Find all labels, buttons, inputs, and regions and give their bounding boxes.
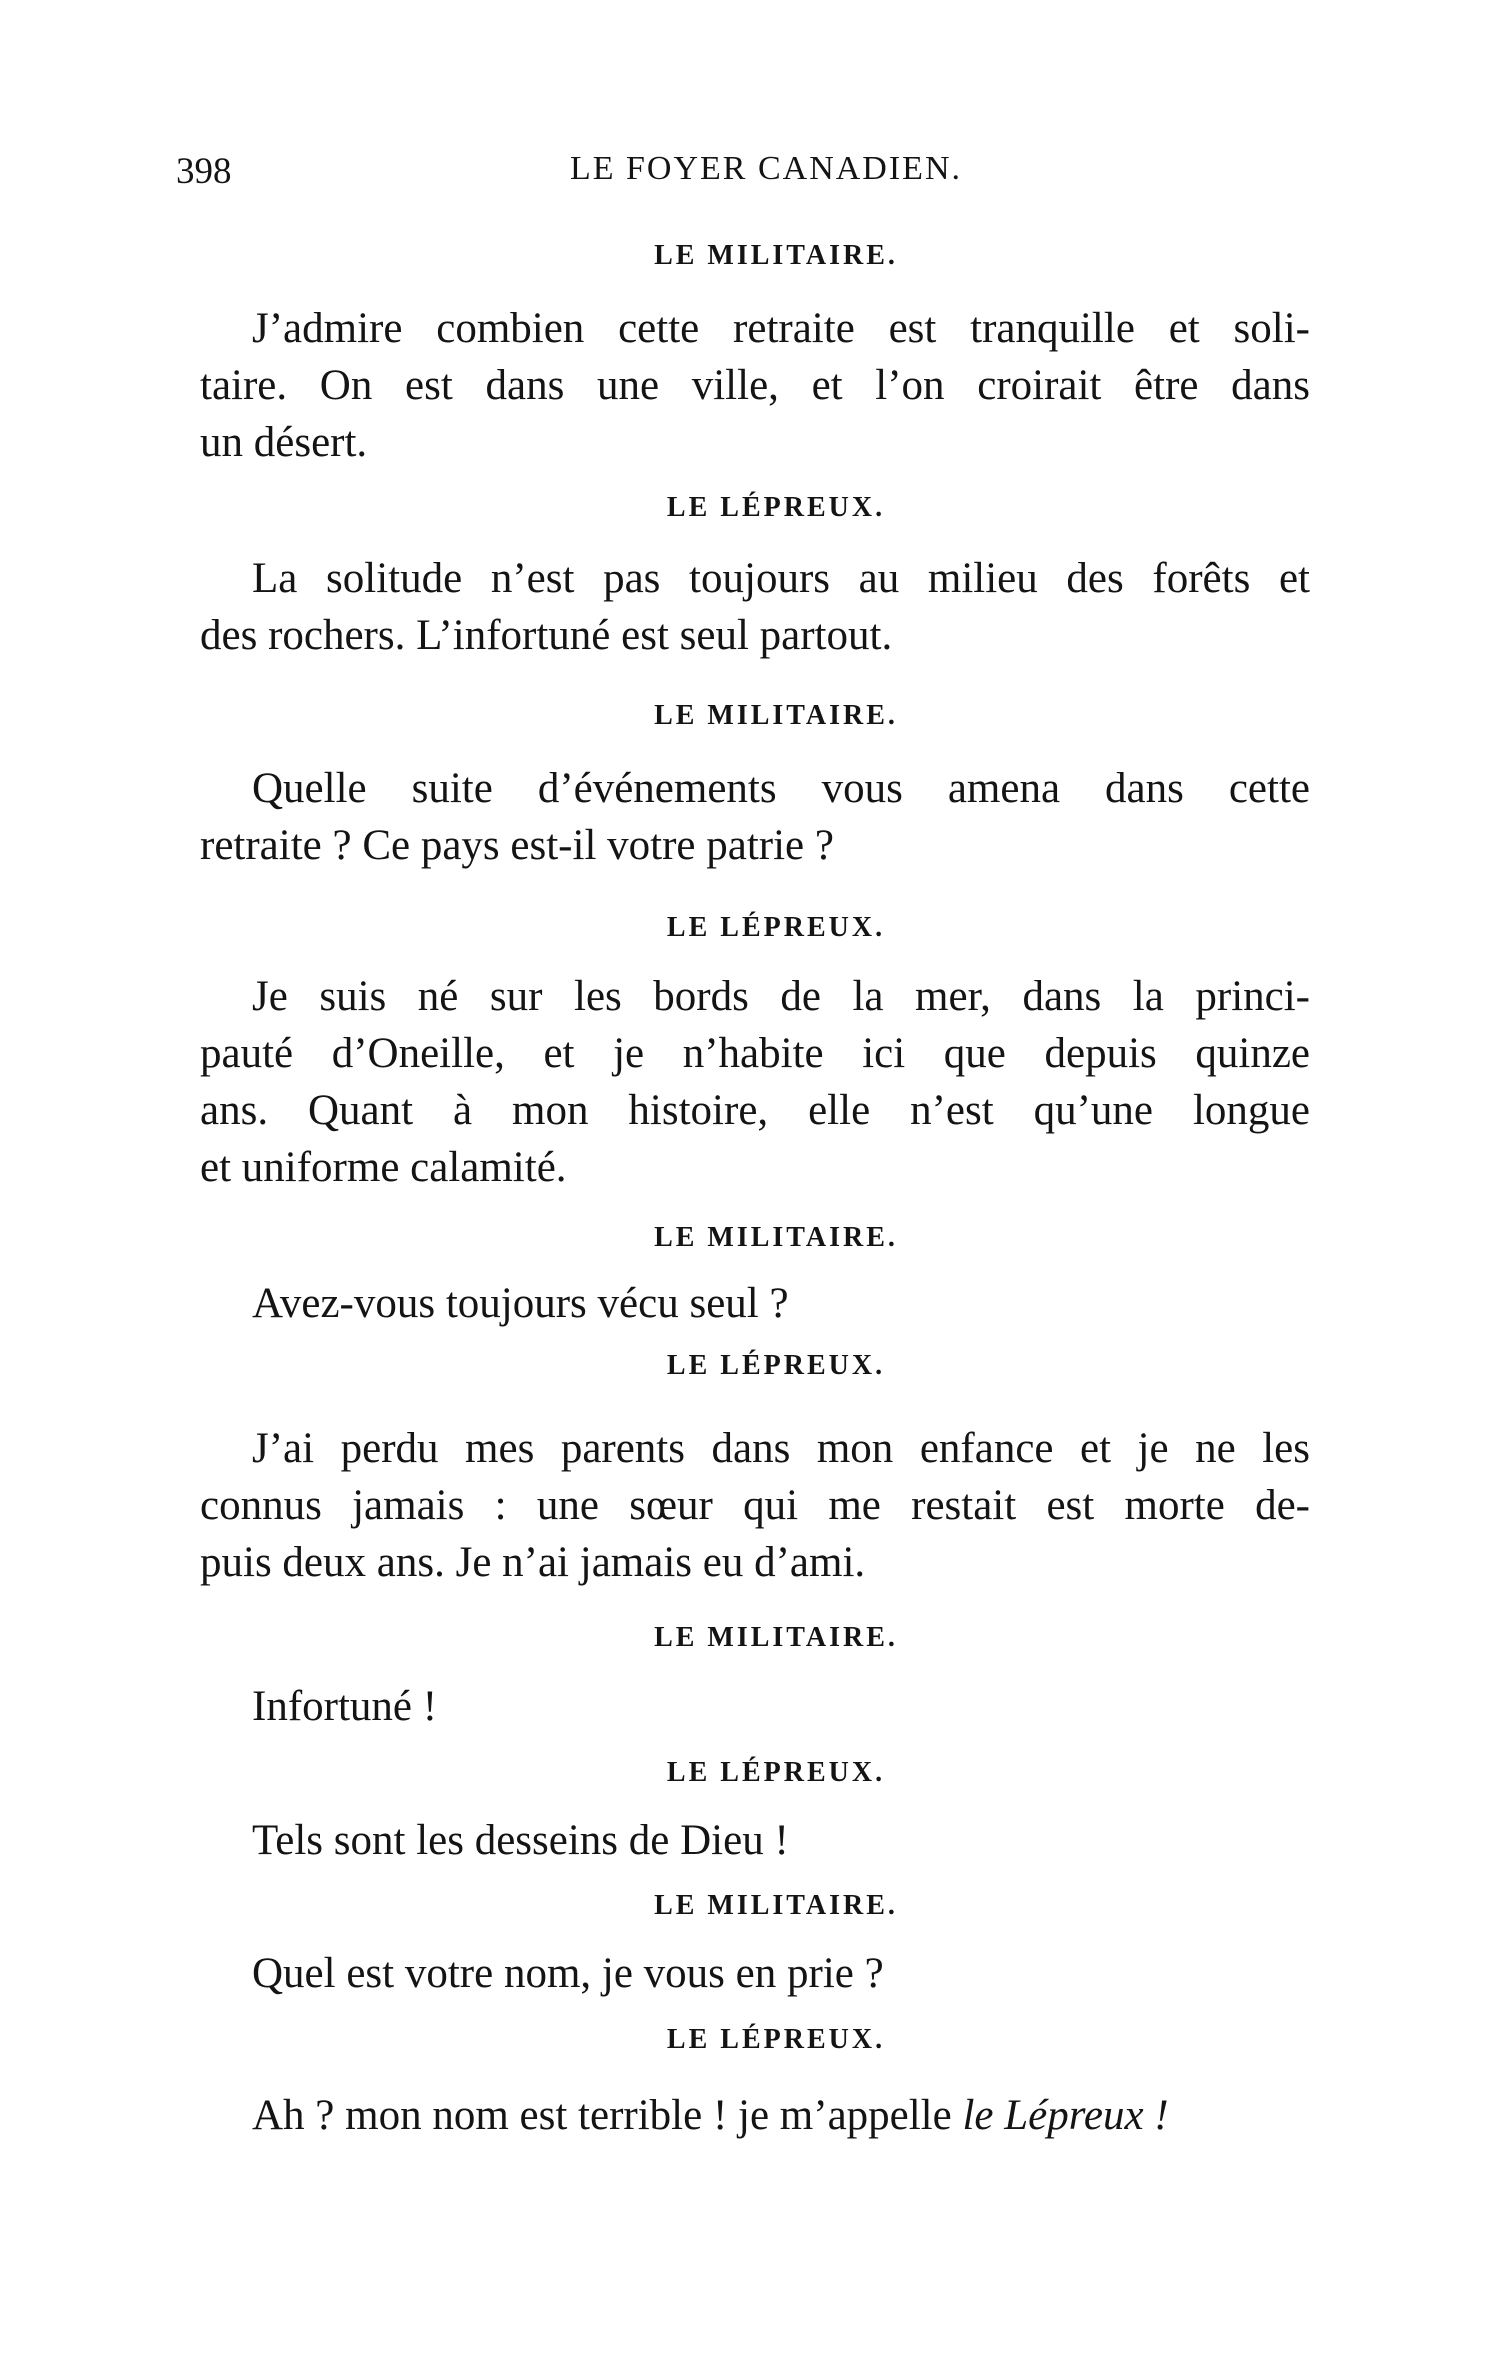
text-line: pauté d’Oneille, et je n’habite ici que depuis quinze bbox=[200, 1030, 1310, 1077]
text-line: ans. Quant à mon histoire, elle n’est qu’une longue bbox=[200, 1087, 1310, 1134]
text-line: puis deux ans. Je n’ai jamais eu d’ami. bbox=[200, 1539, 866, 1586]
text-line: Tels sont les desseins de Dieu ! bbox=[252, 1817, 789, 1864]
page-header bbox=[0, 150, 1492, 210]
text-line: J’admire combien cette retraite est tranquille et soli- bbox=[252, 305, 1310, 352]
text-line: Je suis né sur les bords de la mer, dans la princi- bbox=[252, 973, 1310, 1020]
dialogue-paragraph bbox=[200, 760, 1310, 874]
text-line: J’ai perdu mes parents dans mon enfance et je ne les bbox=[252, 1425, 1310, 1472]
dialogue-paragraph bbox=[200, 968, 1310, 1196]
text-line: retraite ? Ce pays est-il votre patrie ? bbox=[200, 822, 834, 869]
speaker-label: LE MILITAIRE. bbox=[654, 700, 898, 731]
speaker-label: LE MILITAIRE. bbox=[654, 1622, 898, 1653]
speaker-label: LE MILITAIRE. bbox=[654, 240, 898, 271]
speaker-label: LE MILITAIRE. bbox=[654, 1222, 898, 1253]
text-line: des rochers. L’infortuné est seul partout. bbox=[200, 612, 893, 659]
text-line bbox=[252, 2087, 1169, 2144]
running-title: LE FOYER CANADIEN. bbox=[569, 150, 963, 187]
dialogue-paragraph bbox=[200, 550, 1310, 664]
emphasis-text: le Lépreux ! bbox=[962, 2092, 1169, 2139]
text-line: Avez-vous toujours vécu seul ? bbox=[252, 1280, 789, 1327]
text-line: taire. On est dans une ville, et l’on croirait être dans bbox=[200, 362, 1310, 409]
speaker-label: LE LÉPREUX. bbox=[666, 2024, 886, 2055]
speaker-label: LE LÉPREUX. bbox=[666, 492, 886, 523]
speaker-label: LE MILITAIRE. bbox=[654, 1890, 898, 1921]
text-line: Infortuné ! bbox=[252, 1683, 438, 1730]
text-line: Quelle suite d’événements vous amena dans cette bbox=[252, 765, 1310, 812]
text-line: et uniforme calamité. bbox=[200, 1144, 567, 1191]
text-line: La solitude n’est pas toujours au milieu des forêts et bbox=[252, 555, 1310, 602]
page-number: 398 bbox=[176, 151, 232, 192]
text-line: un désert. bbox=[200, 419, 368, 466]
dialogue-paragraph bbox=[200, 300, 1310, 471]
text-line: connus jamais : une sœur qui me restait est morte de- bbox=[200, 1482, 1310, 1529]
dialogue-paragraph bbox=[200, 1420, 1310, 1591]
speaker-label: LE LÉPREUX. bbox=[666, 1757, 886, 1788]
speaker-label: LE LÉPREUX. bbox=[666, 1350, 886, 1381]
speaker-label: LE LÉPREUX. bbox=[666, 912, 886, 943]
line-text: Ah ? mon nom est terrible ! je m’appelle bbox=[252, 2092, 952, 2139]
text-line: Quel est votre nom, je vous en prie ? bbox=[252, 1950, 884, 1997]
